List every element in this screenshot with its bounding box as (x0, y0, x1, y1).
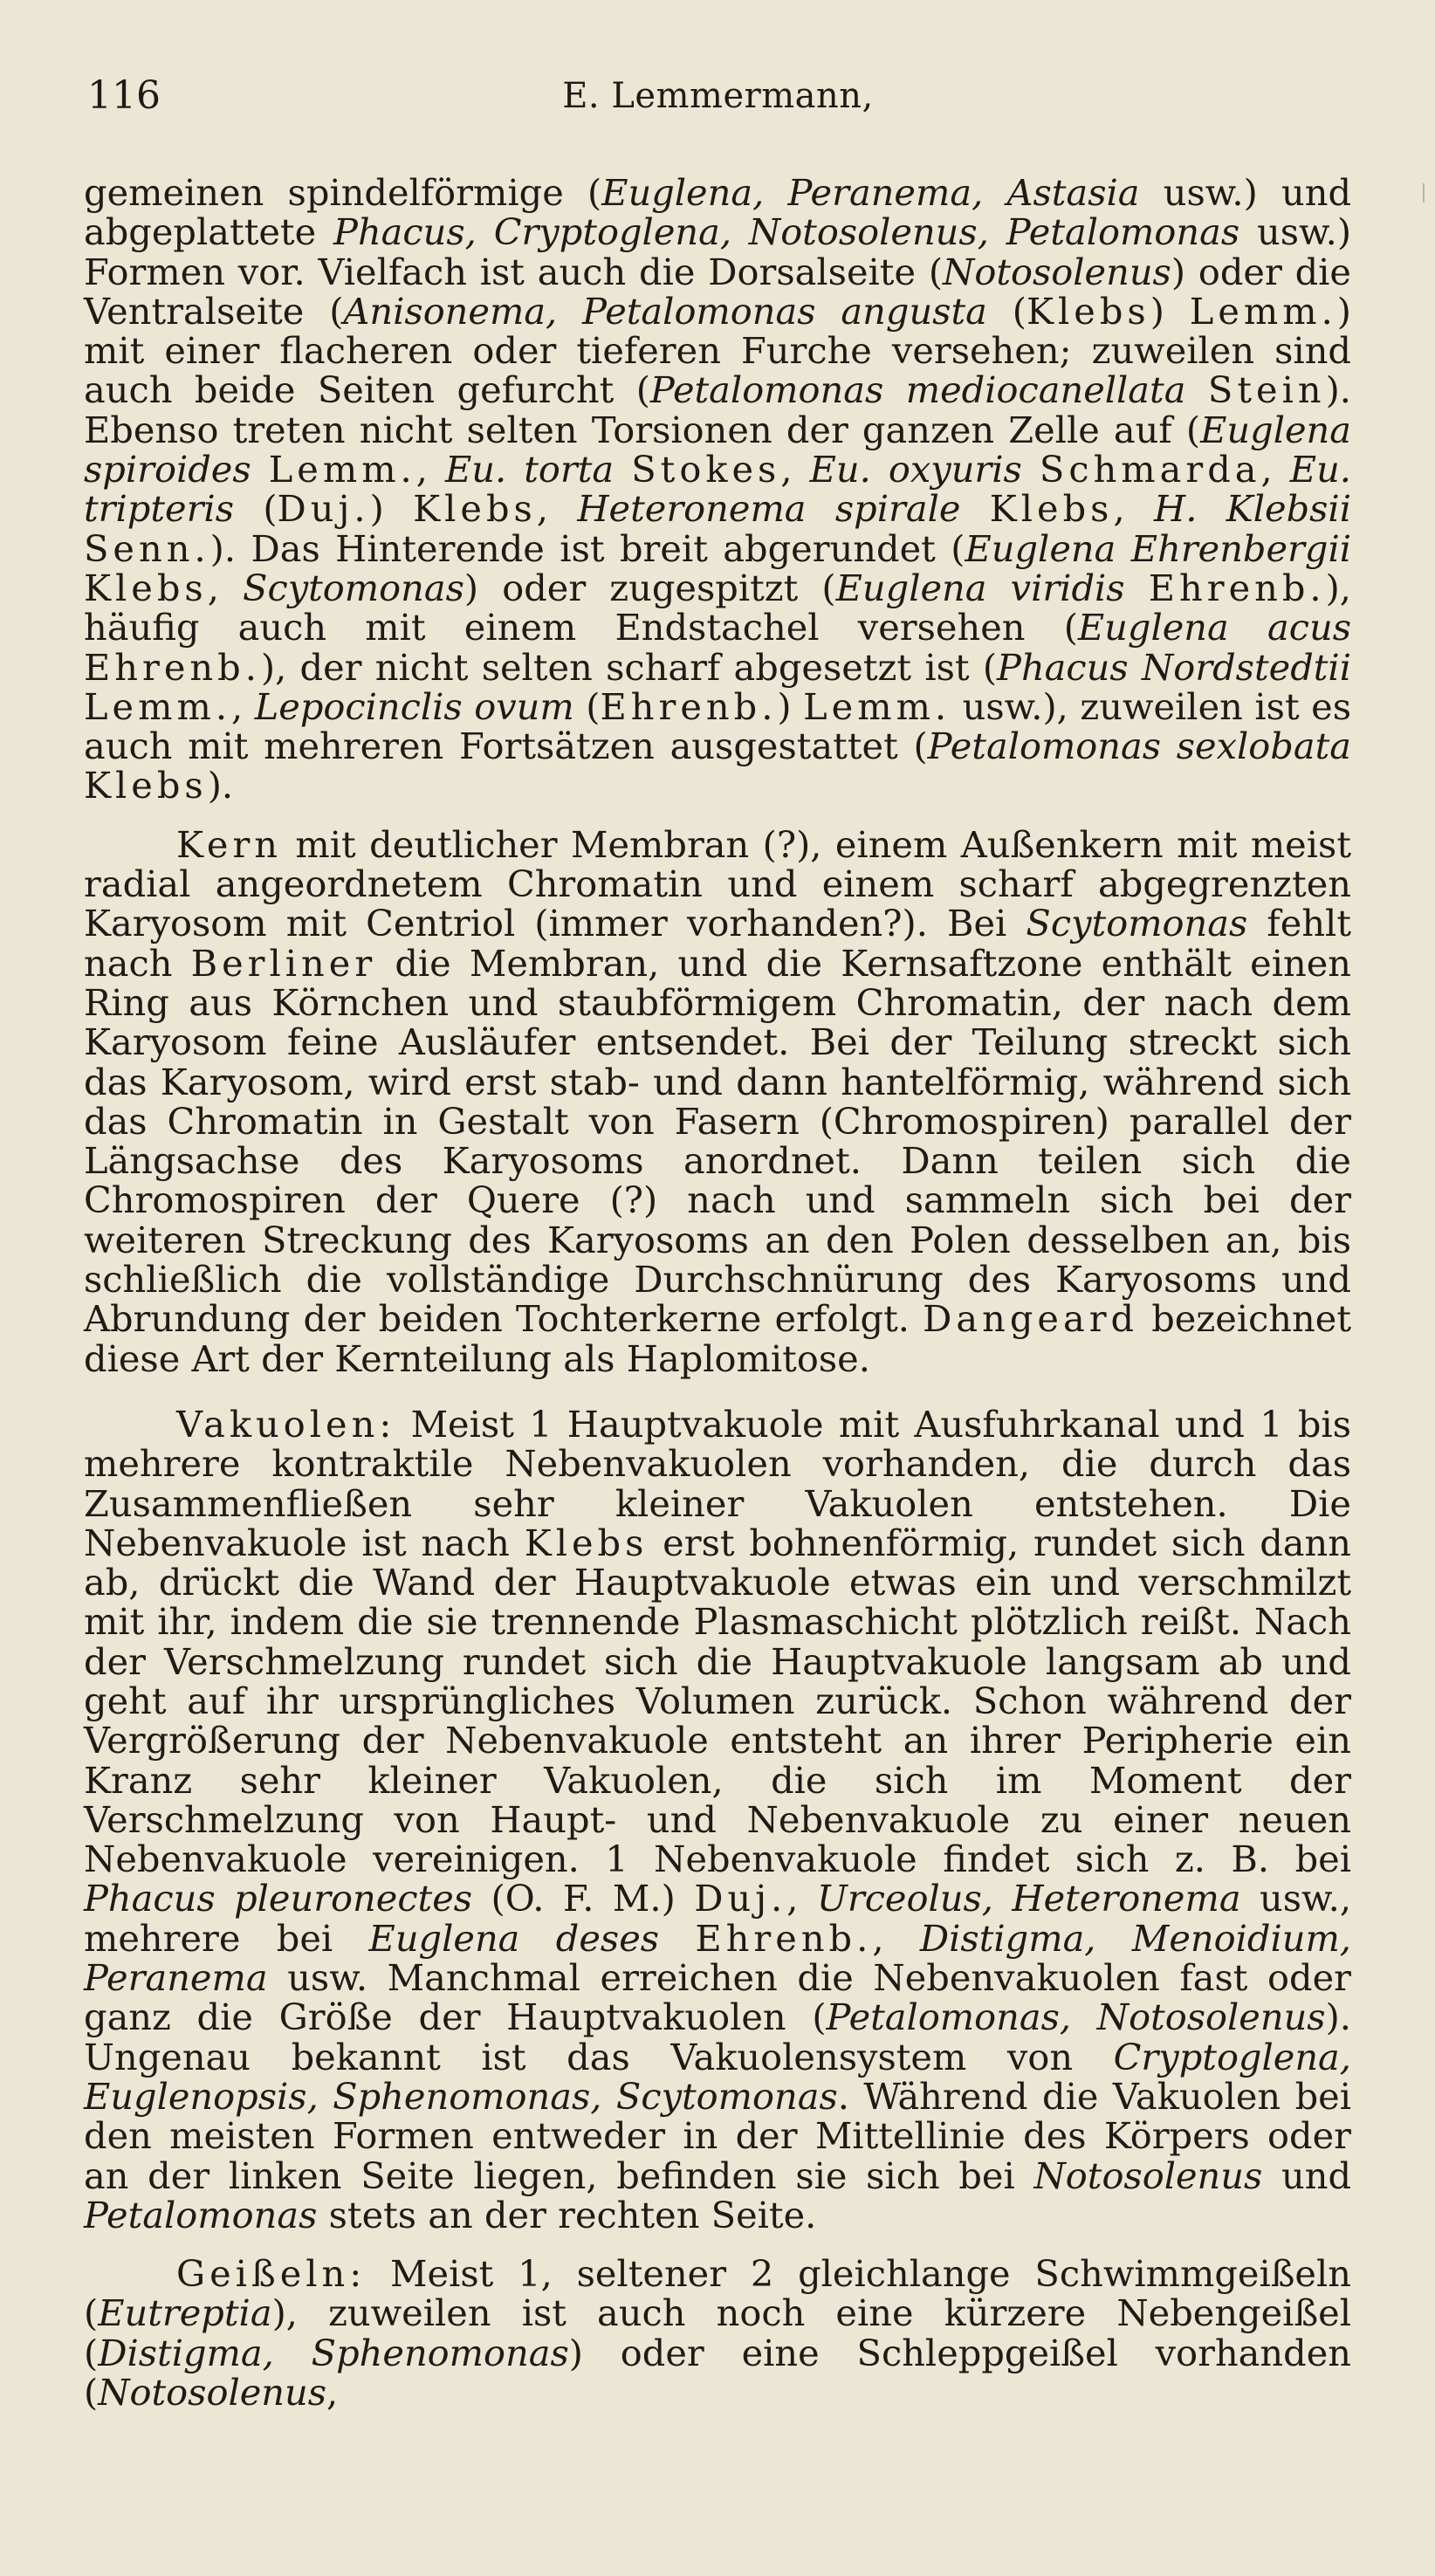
italic-text: Euglena deses (368, 1916, 660, 1960)
spaced-text: Klebs (84, 566, 208, 609)
italic-text: Eutreptia (98, 2291, 272, 2335)
text-run: , (326, 2371, 339, 2415)
spaced-text: Ehrenb. (84, 645, 261, 689)
spaced-text: Senn. (84, 526, 210, 570)
spaced-text: Lemm. (1189, 289, 1337, 333)
text-run: ), häufig auch mit einem Endstachel versehen ( (84, 566, 1351, 649)
italic-text: Petalomonas (84, 2193, 318, 2236)
italic-text: Notosolenus (98, 2371, 327, 2415)
italic-text: H. Klebsii (1154, 487, 1351, 531)
italic-text: Euglena, Peranema, Astasia (601, 171, 1140, 214)
text-run: ) (661, 1877, 695, 1920)
section-term-vakuolen: Vakuolen: (176, 1402, 396, 1446)
italic-text: Petalomonas mediocanellata (649, 368, 1186, 412)
italic-text: Cryptoglena, Euglenopsis, Sphenomonas, Scytomonas (84, 2035, 1351, 2118)
text-run: , (207, 566, 244, 609)
text-run: fehlt nach (84, 902, 1351, 985)
text-run: , (786, 1877, 817, 1920)
text-run: ) oder eine Schleppgeißel vorhanden ( (84, 2331, 1351, 2415)
spaced-text: Klebs (413, 487, 537, 531)
text-run: ( (234, 487, 278, 531)
paragraph-vakuolen (84, 1402, 1352, 2236)
italic-text: Urceolus, Heteronema (816, 1877, 1241, 1920)
text-run: , (780, 448, 810, 491)
italic-text: Distigma, Menoidium, Peranema (84, 1916, 1351, 2000)
text-run: , (1260, 448, 1290, 491)
italic-text: Distigma, Sphenomonas (98, 2331, 569, 2374)
text-run: usw. Manchmal erreichen die Nebenvakuolen fast oder ganz die Größe der Hauptvakuolen ( (84, 1956, 1351, 2039)
text-run: ) (1150, 289, 1190, 333)
text-run: stets an der rechten Seite. (317, 2193, 817, 2236)
text-run: ), der nicht selten scharf abgesetzt ist ( (260, 645, 998, 689)
paragraph-geisseln (84, 2252, 1351, 2415)
text-run: , (1113, 487, 1155, 531)
spaced-text: Klebs (84, 764, 208, 807)
spaced-text: Stein (1207, 368, 1326, 412)
text-run: ) oder die Ventralseite ( (84, 250, 1351, 333)
text-run: mit deutlicher Membran (?), einem Außenkern mit meist radial angeordnetem Chromatin und einem scharf abgegrenzten Karyosom mit Centriol (immer vorhanden?). Bei (84, 822, 1351, 945)
text-run: die Membran, und die Kernsaftzone enthält einen Ring aus Körnchen und staubförmigem Chromatin, der nach dem Karyosom feine Ausläufer entsendet. Bei der Teilung streckt sich das Karyosom, wird erst stab- und dann hantelförmig, während sich das Chromatin in Gestalt von Fasern (Chromospiren) parallel der Längsachse des Karyosoms anordnet. Dann teilen sich die Chromospiren der Quere (?) nach und sammeln sich bei der weiteren Streckung des Karyosoms an den Polen desselben an, bis schließlich die vollständige Durchschnürung des Karyosoms und Abrundung der beiden Tochterkerne erfolgt. (84, 941, 1351, 1341)
text-run: ) (777, 684, 804, 728)
text-run: bezeichnet diese Art der Kernteilung als Haplomitose. (84, 1297, 1352, 1380)
spaced-text: Ehrenb. (600, 684, 778, 728)
italic-text: Euglena viridis (835, 566, 1125, 609)
italic-text: Anisonema, Petalomonas angusta (343, 289, 987, 333)
italic-text: Phacus Nordstedtii (997, 645, 1351, 689)
text-run: ( (573, 684, 601, 728)
text-run: , (872, 1916, 920, 1960)
text-run: erst bohnenförmig, rundet sich dann ab, drückt die Wand der Hauptvakuole etwas ein und verschmilzt mit ihr, indem die sie trennende Plasmaschicht plötzlich reißt. Nach der Verschmelzung rundet sich die Hauptvakuole langsam ab und geht auf ihr ursprüngliches Volumen zurück. Schon während der Vergrößerung der Nebenvakuole entsteht an ihrer Peripherie ein Kranz sehr kleiner Vakuolen, die sich im Moment der Verschmelzung von Haupt- und Nebenvakuole zu einer neuen Nebenvakuole vereinigen. 1 Nebenvakuole findet sich z. B. bei (84, 1521, 1351, 1881)
italic-text: Phacus, Cryptoglena, Notosolenus, Petalomonas (333, 210, 1240, 254)
italic-text: Euglena acus (1077, 606, 1351, 649)
italic-text: Scytomonas (243, 566, 464, 609)
spaced-text: Lemm. (803, 684, 951, 728)
text-run: usw.), zuweilen ist es auch mit mehreren Fortsätzen ausgestattet ( (84, 684, 1352, 768)
spaced-text: Berliner (190, 941, 377, 985)
page-number: 116 (87, 73, 161, 118)
text-run: ). Ebenso treten nicht selten Torsionen der ganzen Zelle auf ( (84, 368, 1351, 451)
italic-text: Euglena spiroides (84, 408, 1351, 491)
italic-text: Scytomonas (1026, 902, 1248, 945)
text-run: Meist 1 Hauptvakuole mit Ausfuhrkanal und 1 bis mehrere kontraktile Nebenvakuolen vorhanden, die durch das Zusammenfließen sehr kleiner Vakuolen entstehen. Die Nebenvakuole ist nach (84, 1402, 1351, 1564)
text-run: ). Ungenau bekannt ist das Vakuolensystem von (84, 1996, 1351, 2078)
text-run (960, 487, 989, 530)
running-head: E. Lemmermann, (562, 76, 874, 116)
text-run: ) oder zugespitzt ( (463, 566, 836, 609)
italic-text: Eu. torta (444, 448, 615, 491)
italic-text: Eu. tripteris (84, 448, 1351, 531)
spaced-text: Ehrenb. (1148, 566, 1326, 609)
paragraph-body-form (84, 173, 1351, 806)
margin-mark (1423, 183, 1425, 203)
text-run (659, 1917, 695, 1960)
italic-text: Lepocinclis ovum (254, 684, 574, 728)
paragraph-kern (84, 822, 1352, 1380)
text-run: ( (472, 1877, 505, 1920)
text-run: usw.) und abgeplattete (84, 171, 1352, 254)
text-run: und (1262, 2154, 1352, 2197)
text-run: ) mit einer flacheren oder tieferen Furche versehen; zuweilen sind auch beide Seiten gefurcht ( (84, 289, 1351, 412)
spaced-text: Klebs (524, 1521, 649, 1564)
text-run: O. F. M. (505, 1877, 662, 1920)
italic-text: Notosolenus (1033, 2154, 1263, 2197)
spaced-text: Ehrenb. (695, 1916, 873, 1960)
text-run: Meist 1, seltener 2 gleichlange Schwimmgeißeln ( (84, 2252, 1351, 2335)
text-run (1022, 448, 1040, 491)
spaced-text: Lemm. (84, 684, 232, 728)
spaced-text: Duj. (694, 1877, 787, 1920)
spaced-text: Dangeard (923, 1297, 1139, 1341)
text-run: usw.) Formen vor. Vielfach ist auch die Dorsalseite ( (84, 210, 1352, 293)
page-body (84, 171, 1352, 2415)
text-run: ( (986, 289, 1026, 333)
text-run: , (536, 487, 578, 531)
italic-text: Petalomonas, Notosolenus (826, 1996, 1326, 2039)
text-run: ). (207, 764, 234, 807)
section-term-kern: Kern (176, 822, 283, 866)
text-run (1125, 567, 1149, 609)
spaced-text: Klebs (989, 487, 1114, 531)
section-term-geisseln: Geißeln: (176, 2252, 367, 2296)
text-run: gemeinen spindelförmige ( (84, 171, 602, 214)
italic-text: Eu. oxyuris (809, 448, 1022, 491)
text-run (251, 448, 269, 491)
text-run: , (231, 684, 255, 728)
italic-text: Notosolenus (943, 250, 1171, 293)
text-run (1185, 368, 1207, 411)
text-run: ). Das Hinterende ist breit abgerundet ( (209, 526, 965, 570)
spaced-text: Stokes (631, 448, 781, 491)
text-run: . Während die Vakuolen bei den meisten Formen entweder in der Mittellinie des Körpers oder an der linken Seite liegen, befinden sie sich bei (84, 2074, 1351, 2197)
page-header (87, 70, 1349, 122)
italic-text: Euglena Ehrenbergii (965, 526, 1351, 570)
italic-text: Heteronema spirale (577, 487, 961, 531)
spaced-text: Lemm. (268, 448, 416, 491)
text-run (614, 448, 631, 491)
italic-text: Phacus pleuronectes (84, 1877, 473, 1920)
text-run: usw., mehrere bei (84, 1877, 1352, 1960)
text-run: ) (369, 487, 414, 531)
text-run: , (415, 448, 445, 491)
spaced-text: Schmarda (1039, 448, 1261, 491)
spaced-text: Klebs (1026, 289, 1150, 333)
text-run: ), zuweilen ist auch noch eine kürzere Nebengeißel ( (84, 2291, 1351, 2374)
spaced-text: Duj. (277, 487, 370, 531)
italic-text: Petalomonas sexlobata (927, 725, 1351, 768)
